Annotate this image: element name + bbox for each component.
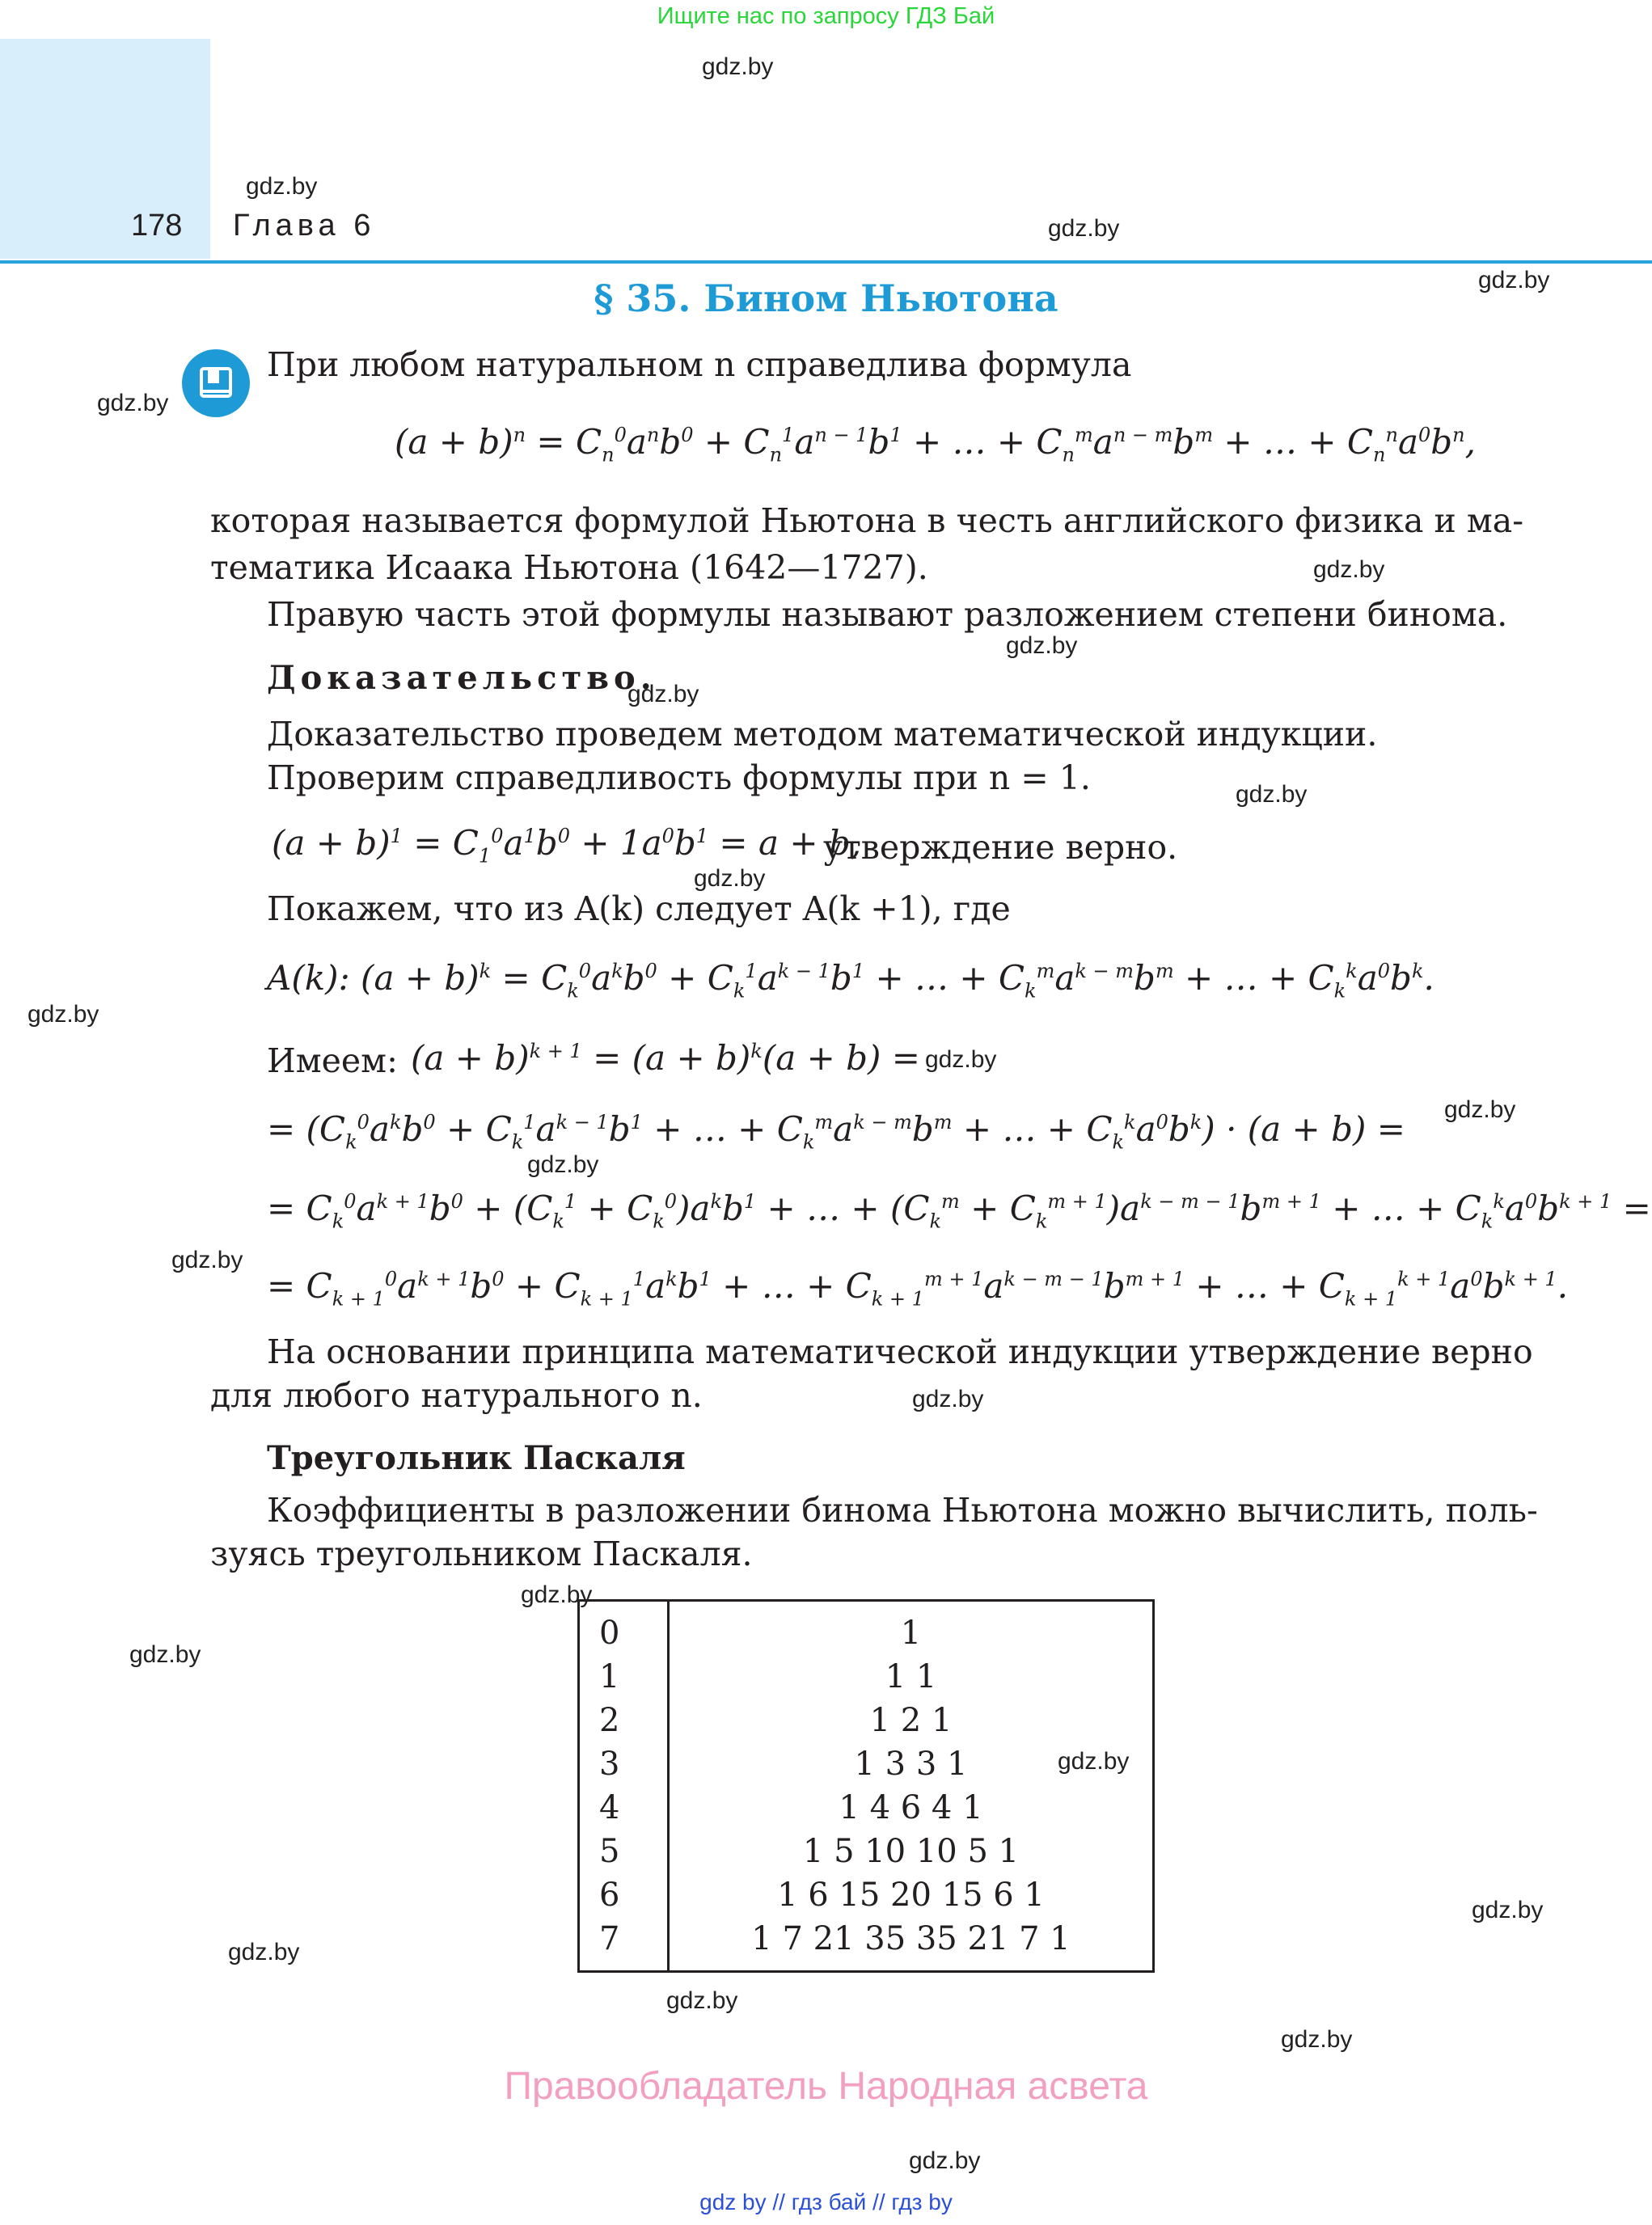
watermark: gdz.by	[1236, 781, 1308, 808]
watermark: gdz.by	[228, 1939, 300, 1965]
watermark: gdz.by	[909, 2147, 981, 2174]
newton-binomial-formula: $(a + b)^n = C_n^0a^nb^0 + C_n^1a^{n - 1}b^1$ + … + $C_n^ma^{n - m}b^m$ + … + $C_n^na^0b^n$,	[395, 422, 1476, 467]
watermark: gdz.by	[246, 173, 318, 200]
conclusion-line1: На основании принципа математической индукции утверждение верно	[267, 1332, 1533, 1371]
pascal-text-line2: зуясь треугольником Паскаля.	[210, 1535, 753, 1573]
base-case-conclusion: утверждение верно.	[823, 828, 1178, 867]
row-index: 7	[599, 1920, 620, 1957]
row-index: 3	[599, 1746, 620, 1783]
conclusion-line2: для любого натурального n.	[210, 1376, 703, 1415]
have-label: Имеем:	[267, 1041, 398, 1080]
watermark: gdz.by	[1058, 1748, 1130, 1775]
watermark: gdz.by	[627, 681, 699, 707]
copyright-footer: Правообладатель Народная асвета	[504, 2065, 1148, 2108]
row-values: 1 5 10 10 5 1	[802, 1833, 1020, 1870]
book-icon	[182, 349, 250, 417]
row-index: 5	[599, 1833, 620, 1870]
row-index: 6	[599, 1877, 620, 1914]
pascal-text-line1: Коэффициенты в разложении бинома Ньютона можно вычислить, поль-	[267, 1491, 1538, 1530]
watermark: gdz.by	[1006, 632, 1078, 659]
pascal-triangle-table	[577, 1599, 1155, 1973]
row-values: 1	[900, 1615, 922, 1652]
watermark: gdz.by	[1313, 556, 1385, 583]
watermark: gdz.by	[1478, 267, 1550, 293]
induction-hypothesis-formula: A(k): $(a + b)^k = C_k^0a^kb^0 + C_k^1a^{k - 1}b^1$ + … + $C_k^ma^{k - m}b^m$ + … + $C_k^ka^0b^k$.	[267, 958, 1434, 1003]
derivation-line-1: $(a + b)^{k + 1} = (a + b)^k(a + b)$ =	[411, 1038, 920, 1078]
base-case-formula: $(a + b)^1 = C_1^0a^1b^0 + 1a^0b^1 = a + b$,	[272, 823, 862, 868]
row-values: 1 3 3 1	[854, 1746, 968, 1783]
watermark: gdz.by	[1472, 1897, 1544, 1923]
expansion-text: Правую часть этой формулы называют разложением степени бинома.	[267, 595, 1508, 634]
chapter-label: Глава 6	[233, 209, 376, 243]
table-row	[580, 1615, 1152, 1658]
formula-name-line1: которая называется формулой Ньютона в честь английского физика и ма-	[210, 501, 1524, 540]
table-row	[580, 1833, 1152, 1877]
watermark: gdz.by	[171, 1247, 243, 1273]
watermark: gdz.by	[925, 1046, 997, 1073]
section-title: § 35. Бином Ньютона	[594, 277, 1058, 320]
watermark: gdz.by	[702, 53, 774, 80]
table-row	[580, 1702, 1152, 1746]
pascal-heading: Треугольник Паскаля	[267, 1439, 686, 1477]
watermark: gdz.by	[521, 1581, 593, 1608]
watermark: gdz.by	[1048, 215, 1120, 242]
formula-name-line2: тематика Исаака Ньютона (1642—1727).	[210, 548, 928, 587]
row-index: 1	[599, 1658, 620, 1695]
row-index: 4	[599, 1789, 620, 1826]
derivation-line-2: = ($C_k^0a^kb^0 + C_k^1a^{k - 1}b^1$ + … + $C_k^ma^{k - m}b^m$ + … + $C_k^ka^0b^k) \cdot (a + b)$ =	[267, 1109, 1405, 1154]
table-row	[580, 1658, 1152, 1702]
base-case-text: Проверим справедливость формулы при n = 1.	[267, 758, 1091, 797]
row-values: 1 7 21 35 35 21 7 1	[751, 1920, 1071, 1957]
top-banner[interactable]: Ищите нас по запросу ГДЗ Бай	[657, 3, 995, 29]
intro-text: При любом натуральном n справедлива формула	[267, 345, 1132, 384]
row-values: 1 6 15 20 15 6 1	[777, 1877, 1045, 1914]
induction-step-text: Покажем, что из A(k) следует A(k +1), где	[267, 889, 1011, 928]
watermark: gdz.by	[1444, 1096, 1516, 1123]
proof-method-text: Доказательство проведем методом математической индукции.	[267, 715, 1378, 754]
row-values: 1 4 6 4 1	[839, 1789, 983, 1826]
row-values: 1 2 1	[869, 1702, 953, 1739]
watermark: gdz.by	[666, 1987, 738, 2014]
row-index: 0	[599, 1615, 620, 1652]
derivation-line-3: = $C_k^0a^{k + 1}b^0 + (C_k^1 + C_k^0)a^kb^1$ + … + $(C_k^m + C_k^{m + 1})a^{k - m - 1}b^{m + 1}$ + … + $C_k^ka^0b^{k + 1}$ =	[267, 1188, 1651, 1233]
table-row	[580, 1920, 1152, 1964]
page-number: 178	[131, 209, 183, 243]
bottom-links[interactable]: gdz by // гдз бай // гдз by	[699, 2189, 953, 2214]
proof-heading: Доказательство.	[267, 659, 657, 697]
watermark: gdz.by	[1281, 2026, 1353, 2053]
header-rule	[0, 260, 1652, 264]
watermark: gdz.by	[129, 1641, 201, 1668]
table-row	[580, 1877, 1152, 1920]
watermark: gdz.by	[97, 390, 169, 416]
table-row	[580, 1789, 1152, 1833]
row-index: 2	[599, 1702, 620, 1739]
watermark: gdz.by	[912, 1386, 984, 1412]
watermark: gdz.by	[27, 1001, 99, 1028]
watermark: gdz.by	[527, 1151, 599, 1178]
watermark: gdz.by	[694, 865, 766, 892]
row-values: 1 1	[885, 1658, 937, 1695]
derivation-line-4: = $C_{k + 1}^0a^{k + 1}b^0 + C_{k + 1}^1a^kb^1$ + … + $C_{k + 1}^{m + 1}a^{k - m - 1}b^{m + 1}$ + … + $C_{k + 1}^{k + 1}a^0b^{k + 1}$.	[267, 1266, 1569, 1311]
